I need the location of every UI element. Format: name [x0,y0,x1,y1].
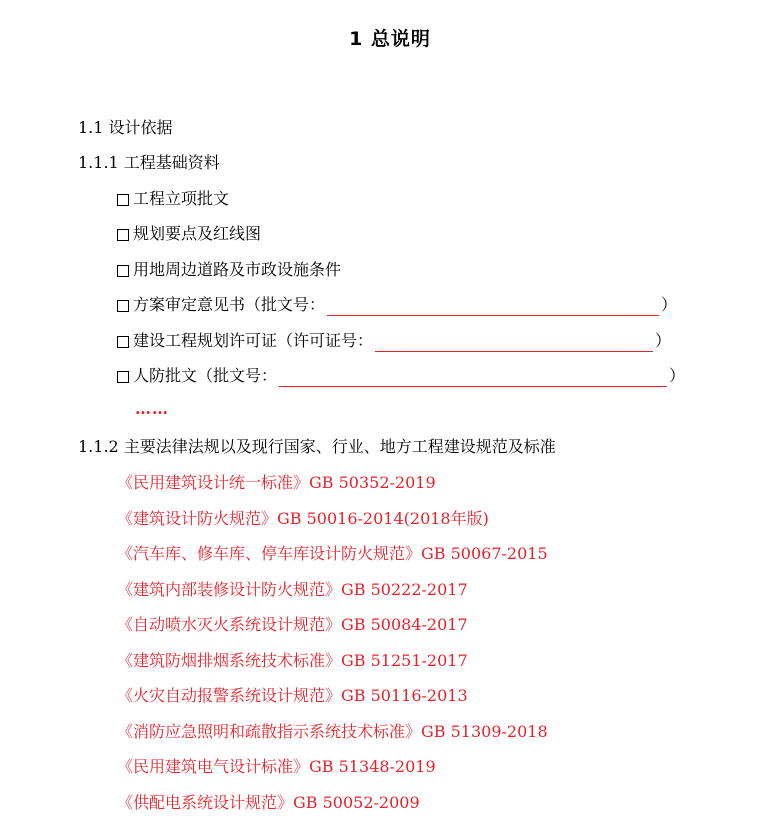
standard-item: 《建筑内部装修设计防火规范》GB 50222-2017 [117,580,468,599]
approval-number-blank[interactable] [327,297,659,316]
checkbox-icon[interactable] [117,300,129,312]
close-paren: ） [669,366,686,385]
checklist-item-label: 方案审定意见书（批文号： [133,295,326,314]
section-1-1-2-heading: 1.1.2 主要法律法规以及现行国家、行业、地方工程建设规范及标准 [78,437,556,456]
checklist-item [117,259,341,281]
standard-item: 《建筑防烟排烟系统技术标准》GB 51251-2017 [117,651,468,670]
close-paren: ） [661,295,678,314]
civil-defense-number-blank[interactable] [279,368,667,387]
standard-item: 《消防应急照明和疏散指示系统技术标准》GB 51309-2018 [117,722,548,741]
section-1-1-1-heading: 1.1.1 工程基础资料 [78,153,220,172]
standard-item: 《供配电系统设计规范》GB 50052-2009 [117,793,420,812]
permit-number-blank[interactable] [375,333,653,352]
standard-item: 《民用建筑电气设计标准》GB 51348-2019 [117,757,436,776]
checkbox-icon[interactable] [117,371,129,383]
ellipsis: …… [135,399,169,418]
checklist-item [117,294,677,316]
checklist-item-label: 用地周边道路及市政设施条件 [133,260,342,279]
close-paren: ） [655,331,672,350]
checkbox-icon[interactable] [117,265,129,277]
standard-item: 《民用建筑设计统一标准》GB 50352-2019 [117,473,436,492]
checkbox-icon[interactable] [117,194,129,206]
checkbox-icon[interactable] [117,336,129,348]
standard-item: 《火灾自动报警系统设计规范》GB 50116-2013 [117,686,468,705]
standard-item: 《建筑设计防火规范》GB 50016-2014(2018年版) [117,509,489,528]
checkbox-icon[interactable] [117,229,129,241]
checklist-item [117,223,261,245]
checklist-item [117,365,685,387]
checklist-item-label: 规划要点及红线图 [133,224,262,243]
standard-item: 《自动喷水灭火系统设计规范》GB 50084-2017 [117,615,468,634]
checklist-item-label: 人防批文（批文号： [133,366,278,385]
section-1-1-heading: 1.1 设计依据 [78,118,173,137]
checklist-item-label: 建设工程规划许可证（许可证号： [133,331,374,350]
checklist-item [117,188,229,210]
page-title: 1 总说明 [349,28,431,50]
checklist-item [117,330,671,352]
checklist-item-label: 工程立项批文 [133,189,230,208]
standard-item: 《汽车库、修车库、停车库设计防火规范》GB 50067-2015 [117,544,548,563]
